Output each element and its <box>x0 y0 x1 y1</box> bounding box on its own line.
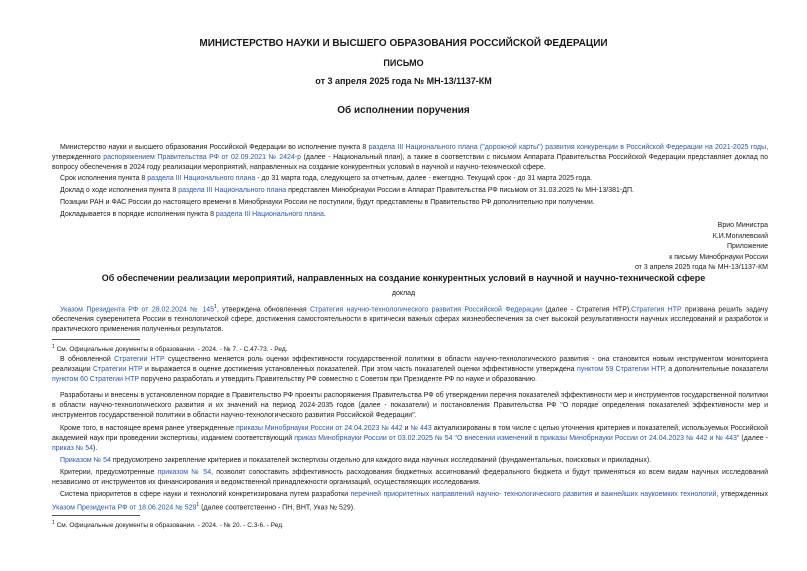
link-ntr-strategy[interactable]: Стратегия научно-технологического развития Российской Федерации <box>309 306 542 314</box>
footnote-2 <box>52 519 768 530</box>
footnote-1 <box>52 343 768 354</box>
text-run: , утвержденных <box>716 491 768 498</box>
link-ntr-strategy[interactable]: Стратегии НТР <box>114 356 165 363</box>
report-paragraph-1 <box>52 302 768 335</box>
text-run: и <box>592 491 602 498</box>
text-run: призвана решить задачу обеспечения суверенитета России в технологической сфере, достижения самостоятельности в критически важных сферах жизнеобеспечения за счет высокой результативности научных исследований и разработок и практического применения полученных результатов. <box>52 306 768 334</box>
report-paragraph-4 <box>52 424 768 454</box>
text-run: и выражается в оценке достижения установленных показателей. При этом часть показателей оценки эффективности утверждена <box>142 366 577 373</box>
letter-paragraph-3 <box>52 186 768 196</box>
footnote-number: 1 <box>52 520 55 526</box>
appendix-date-number: от 3 апреля 2025 года № МН-13/1137-КМ <box>634 264 768 271</box>
text-run: Доклад о ходе исполнения пункта 8 <box>60 187 179 194</box>
text-run: поручено разработать и утвердить Правительству РФ совместно с Советом при Президенте РФ по науке и образованию. <box>139 376 537 383</box>
link-ntr-item-60[interactable]: пунктом 60 Стратегии НТР <box>52 376 140 383</box>
footnote-divider <box>52 515 140 516</box>
link-order-442[interactable]: приказы Минобрнауки России от 24.04.2023 № 442 <box>235 425 403 432</box>
footnote-text: См. Официальные документы в образовании. - 2024. - № 20. - С.3-6. - Ред. <box>56 522 284 530</box>
link-section-iii[interactable]: раздела III Национального плана <box>147 175 256 182</box>
text-run: и <box>402 425 411 432</box>
text-run: актуализированы в том числе с целью уточнения критериев и показателей, используемых Российской академией наук при проведении экспертизы, изданием соответствующий <box>52 425 768 442</box>
report-label: доклад <box>391 290 416 297</box>
link-order-54-full[interactable]: приказ Минобрнауки России от 03.02.2025 № 54 "О внесении изменений в приказы Минобрнауки России от 24.04.2023 № 442 и № 443" <box>294 435 740 442</box>
text-run: , утвержденного <box>52 144 769 161</box>
link-ntr-strategy-short[interactable]: Стратегия НТР <box>631 306 682 314</box>
text-run: В обновленной <box>60 356 115 363</box>
letter-paragraph-1 <box>52 143 768 173</box>
text-run: Критерии, предусмотренные <box>60 469 158 476</box>
footnote-number: 1 <box>52 344 55 350</box>
signature-position: Врио Министра <box>717 222 768 229</box>
link-ntr-strategy[interactable]: Стратегии НТР <box>92 366 143 373</box>
text-run: существенно меняется роль оценки эффективности государственной политики в области научно-технологического развития - она становится новым инструментом мониторинга реализации <box>52 356 769 373</box>
link-section-iii[interactable]: раздела III Национального плана <box>178 187 287 194</box>
report-paragraph-6 <box>52 468 768 488</box>
signature-block <box>635 221 768 274</box>
link-government-order[interactable]: распоряжением Правительства РФ от 02.09.2021 № 2424-р <box>103 154 301 161</box>
link-order-54[interactable]: приказ № 54 <box>52 445 94 452</box>
footnote-divider <box>52 339 140 340</box>
link-key-technologies[interactable]: важнейших наукоемких технологий <box>601 491 717 498</box>
letter-paragraph-4: Позиции РАН и ФАС России до настоящего времени в Минобрнауки России не поступили, будут представлены в Правительство РФ дополнительно при получении. <box>60 199 595 206</box>
doc-type: ПИСЬМО <box>383 58 424 68</box>
text-run: ). <box>93 445 98 452</box>
footnote-marker: 1 <box>196 502 200 508</box>
report-paragraph-2 <box>52 355 768 385</box>
text-run: (далее - Стратегия НТР). <box>541 306 632 314</box>
link-ntr-item-59[interactable]: пунктом 59 Стратегии НТР <box>576 366 664 373</box>
text-run: предусмотрено закрепление критериев и показателей экспертизы отдельно для каждого вида научных исследований (фундаментальных, поисковых и прикладных). <box>110 457 652 464</box>
text-run: (далее - Национальный план), а также в соответствии с письмом Аппарата Правительства Российской Федерации представляет доклад по вопросу обеспечения в 2024 году реализации мероприятий, направленных на создание конкурентных условий в научной и научно-технической сфере. <box>52 154 768 171</box>
letter-paragraph-2 <box>52 174 768 184</box>
link-order-443[interactable]: № 443 <box>410 425 432 432</box>
link-order-54[interactable]: Приказом № 54 <box>60 457 111 464</box>
link-presidential-decree-145[interactable]: Указом Президента РФ от 28.02.2024 № 145 <box>60 306 215 314</box>
text-run: (далее - <box>739 435 768 442</box>
report-paragraph-7 <box>52 490 768 513</box>
report-paragraph-5 <box>52 456 768 466</box>
link-section-iii[interactable]: раздела III Национального плана <box>215 211 324 218</box>
footnote-text: См. Официальные документы в образовании. - 2024. - № 7. - С.47-73. - Ред. <box>56 346 288 354</box>
text-run: . <box>323 211 326 218</box>
text-run: Система приоритетов в сфере науки и технологий конкретизирована путем разработки <box>60 491 351 498</box>
text-run: , утверждена обновленная <box>216 306 310 314</box>
doc-date-number: от 3 апреля 2025 года № МН-13/1137-КМ <box>315 76 492 86</box>
link-order-54[interactable]: приказом № 54 <box>157 469 212 476</box>
text-run: , позволят сопоставить эффективность расходования бюджетных ассигнований федерального бюджета и будут применяться ко всем видам научных исследований независимо от инструментов их финансирования и ведомственной принадлежности организаций, осуществляющих исследования. <box>52 469 768 486</box>
text-run: Срок исполнения пункта 8 <box>60 175 148 182</box>
text-run: Кроме того, в настоящее время ранее утвержденные <box>60 425 236 432</box>
link-presidential-decree-529[interactable]: Указом Президента РФ от 18.06.2024 № 529 <box>52 504 197 512</box>
text-run: Докладывается в порядке исполнения пункта 8 <box>60 211 216 218</box>
report-title: Об обеспечении реализации мероприятий, направленных на создание конкурентных условий в научной и научно-технической сфере <box>101 273 706 283</box>
appendix-label: Приложение <box>726 243 768 250</box>
ministry-header: МИНИСТЕРСТВО НАУКИ И ВЫСШЕГО ОБРАЗОВАНИЯ РОССИЙСКОЙ ФЕДЕРАЦИИ <box>199 38 608 49</box>
appendix-to-letter: к письму Минобрнауки России <box>669 253 768 261</box>
doc-subject: Об исполнении поручения <box>337 105 470 116</box>
link-national-plan[interactable]: раздела III Национального плана ("дорожной карты") развития конкуренции в Российской Федерации на 2021-2025 годы <box>368 144 767 151</box>
text-run: (далее соответственно - ПН, ВНТ, Указ № 529). <box>199 504 356 512</box>
report-paragraph-3: Разработаны и внесены в установленном порядке в Правительство РФ проекты распоряжения Правительства РФ об утверждении перечня показателей эффективности мер и инструментов государственной политики в области научно-технологического развития и их значений на период 2024-2035 годов (далее - показатели) и постановления Правительства РФ "О порядке определения показателей эффективности мер и инструментов государственной политики в области научно-технологического развития Российской Федерации". <box>52 392 768 419</box>
text-run: Министерство науки и высшего образования Российской Федерации во исполнение пункта 8 <box>60 144 369 151</box>
link-priority-directions[interactable]: перечней приоритетных направлений научно- технологического развития <box>350 491 593 498</box>
footnote-marker: 1 <box>214 304 217 310</box>
signature-name: К.И.Могилевский <box>712 232 768 240</box>
text-run: , а дополнительные показатели <box>663 366 769 373</box>
text-run: представлен Минобрнауки России в Аппарат Правительства РФ письмом от 31.03.2025 № МН-13/381-ДП. <box>286 187 634 194</box>
letter-paragraph-5 <box>52 210 768 220</box>
text-run: - до 31 марта года, следующего за отчетным, далее - ежегодно. Текущий срок - до 31 марта 2025 года. <box>255 175 593 182</box>
